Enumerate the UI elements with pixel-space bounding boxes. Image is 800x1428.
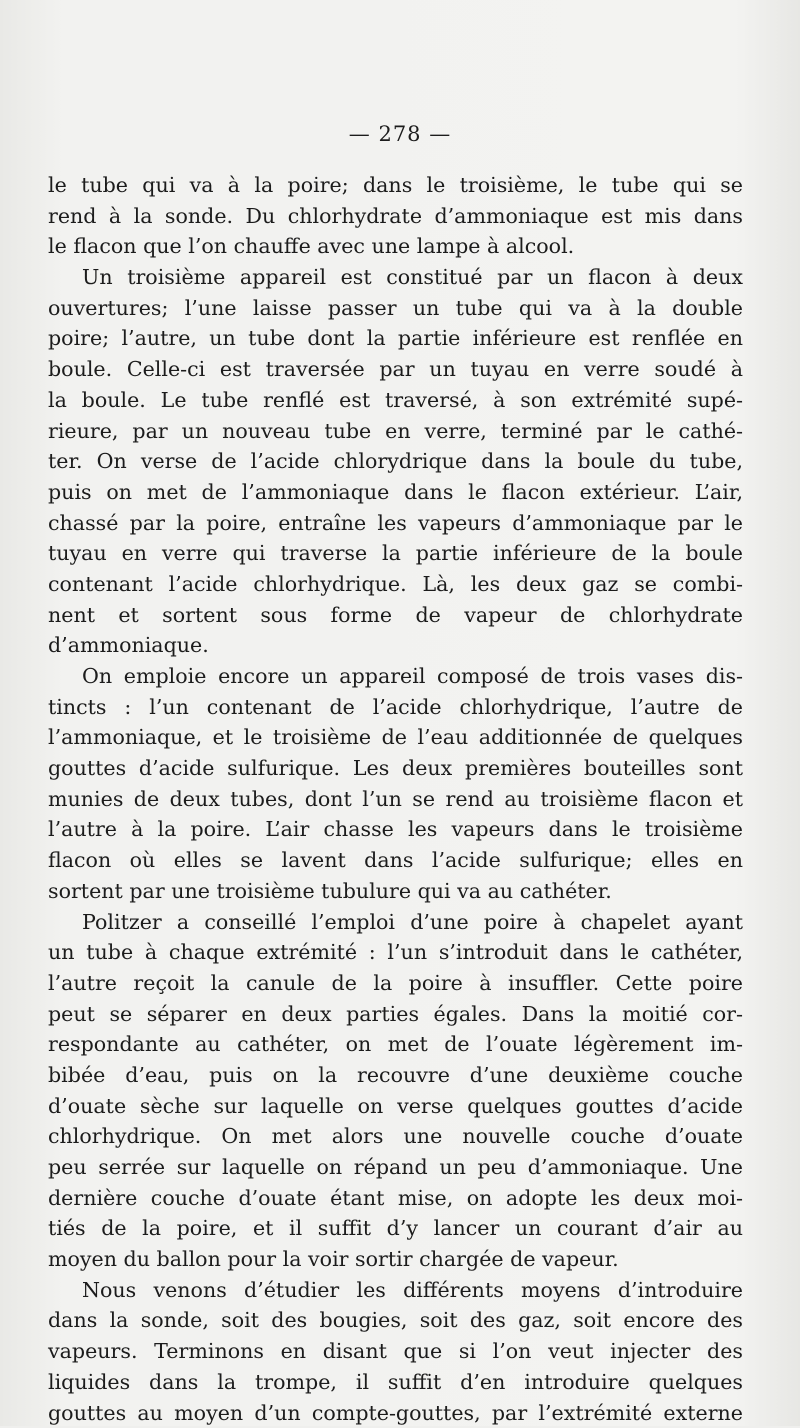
text-line: On emploie encore un appareil composé de trois vases dis- xyxy=(48,661,743,692)
text-line: liquides dans la trompe, il suffit d’en introduire quelques xyxy=(48,1367,743,1398)
page-number: — 278 — xyxy=(0,122,800,146)
text-line: peut se séparer en deux parties égales. Dans la moitié cor- xyxy=(48,999,743,1030)
text-line: la boule. Le tube renflé est traversé, à son extrémité supé- xyxy=(48,385,743,416)
text-line: Politzer a conseillé l’emploi d’une poire à chapelet ayant xyxy=(48,907,743,938)
text-line: bibée d’eau, puis on la recouvre d’une deuxième couche xyxy=(48,1060,743,1091)
text-line: d’ouate sèche sur laquelle on verse quelques gouttes d’acide xyxy=(48,1091,743,1122)
text-line: chlorhydrique. On met alors une nouvelle couche d’ouate xyxy=(48,1121,743,1152)
text-line: boule. Celle-ci est traversée par un tuyau en verre soudé à xyxy=(48,354,743,385)
text-line: gouttes au moyen d’un compte-gouttes, par l’extrémité externe xyxy=(48,1398,743,1428)
text-line: ouvertures; l’une laisse passer un tube qui va à la double xyxy=(48,293,743,324)
text-line: Un troisième appareil est constitué par un flacon à deux xyxy=(48,262,743,293)
text-line: rend à la sonde. Du chlorhydrate d’ammoniaque est mis dans xyxy=(48,201,743,232)
text-line: sortent par une troisième tubulure qui va au cathéter. xyxy=(48,876,743,907)
text-line: puis on met de l’ammoniaque dans le flacon extérieur. L’air, xyxy=(48,477,743,508)
text-line: nent et sortent sous forme de vapeur de chlorhydrate xyxy=(48,600,743,631)
text-line: tuyau en verre qui traverse la partie inférieure de la boule xyxy=(48,538,743,569)
text-line: moyen du ballon pour la voir sortir chargée de vapeur. xyxy=(48,1244,743,1275)
text-line: tincts : l’un contenant de l’acide chlorhydrique, l’autre de xyxy=(48,692,743,723)
text-line: gouttes d’acide sulfurique. Les deux premières bouteilles sont xyxy=(48,753,743,784)
text-line: Nous venons d’étudier les différents moyens d’introduire xyxy=(48,1275,743,1306)
text-line: tiés de la poire, et il suffit d’y lancer un courant d’air au xyxy=(48,1213,743,1244)
text-line: chassé par la poire, entraîne les vapeurs d’ammoniaque par le xyxy=(48,508,743,539)
text-line: dernière couche d’ouate étant mise, on adopte les deux moi- xyxy=(48,1183,743,1214)
text-line: contenant l’acide chlorhydrique. Là, les deux gaz se combi- xyxy=(48,569,743,600)
text-line: rieure, par un nouveau tube en verre, terminé par le cathé- xyxy=(48,416,743,447)
text-line: dans la sonde, soit des bougies, soit des gaz, soit encore des xyxy=(48,1305,743,1336)
text-line: l’autre reçoit la canule de la poire à insuffler. Cette poire xyxy=(48,968,743,999)
text-line: munies de deux tubes, dont l’un se rend au troisième flacon et xyxy=(48,784,743,815)
text-line: l’autre à la poire. L’air chasse les vapeurs dans le troisième xyxy=(48,814,743,845)
text-line: un tube à chaque extrémité : l’un s’introduit dans le cathéter, xyxy=(48,937,743,968)
text-line: poire; l’autre, un tube dont la partie inférieure est renflée en xyxy=(48,323,743,354)
text-line: l’ammoniaque, et le troisième de l’eau additionnée de quelques xyxy=(48,722,743,753)
text-line: le flacon que l’on chauffe avec une lampe à alcool. xyxy=(48,231,743,262)
text-line: ter. On verse de l’acide chlorydrique dans la boule du tube, xyxy=(48,446,743,477)
text-line: vapeurs. Terminons en disant que si l’on veut injecter des xyxy=(48,1336,743,1367)
text-line: le tube qui va à la poire; dans le troisième, le tube qui se xyxy=(48,170,743,201)
text-line: d’ammoniaque. xyxy=(48,630,743,661)
text-line: flacon où elles se lavent dans l’acide sulfurique; elles en xyxy=(48,845,743,876)
text-line: peu serrée sur laquelle on répand un peu d’ammoniaque. Une xyxy=(48,1152,743,1183)
body-text xyxy=(48,170,743,1428)
text-line: respondante au cathéter, on met de l’ouate légèrement im- xyxy=(48,1029,743,1060)
